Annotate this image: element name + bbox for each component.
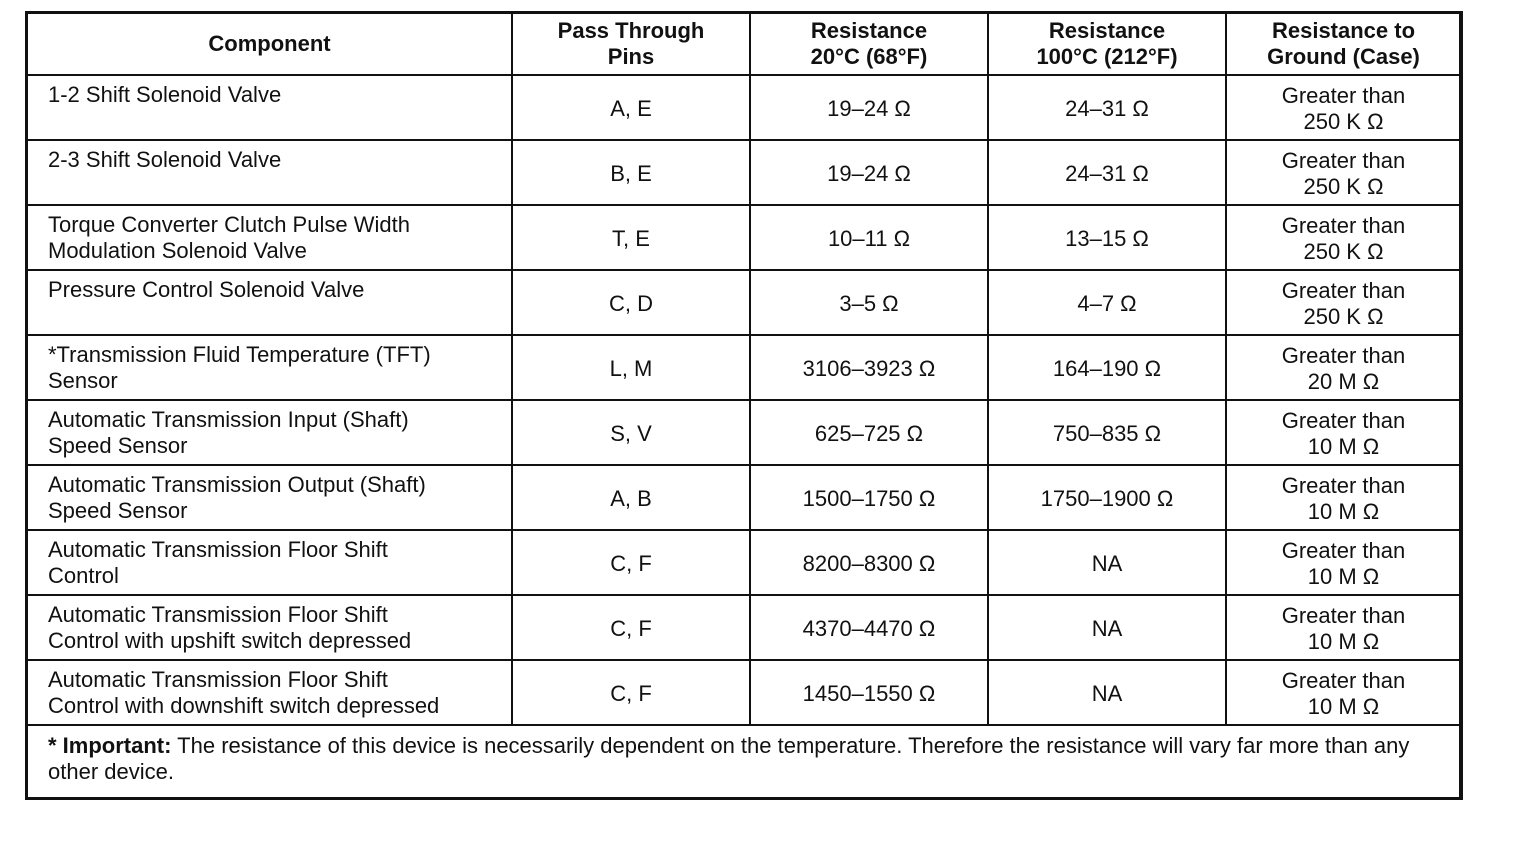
table-row bbox=[28, 205, 1460, 270]
column-resistance-100c-cell: NA bbox=[988, 595, 1226, 660]
table-row bbox=[28, 335, 1460, 400]
column-pass-through-pins-cell: C, F bbox=[512, 530, 750, 595]
column-pass-through-pins-cell: C, F bbox=[512, 660, 750, 725]
column-resistance-to-ground-header: Resistance to Ground (Case) bbox=[1226, 14, 1460, 75]
column-resistance-100c-cell: 164–190 Ω bbox=[988, 335, 1226, 400]
column-resistance-to-ground-cell: Greater than 10 M Ω bbox=[1226, 465, 1460, 530]
column-resistance-to-ground-cell: Greater than 10 M Ω bbox=[1226, 400, 1460, 465]
column-resistance-100c-cell: 24–31 Ω bbox=[988, 140, 1226, 205]
column-resistance-100c-cell: 4–7 Ω bbox=[988, 270, 1226, 335]
column-component-cell: *Transmission Fluid Temperature (TFT) Sensor bbox=[28, 335, 512, 400]
column-pass-through-pins-cell: L, M bbox=[512, 335, 750, 400]
column-resistance-to-ground-cell: Greater than 250 K Ω bbox=[1226, 270, 1460, 335]
note-label: * Important: bbox=[48, 733, 172, 758]
table-body bbox=[28, 75, 1460, 725]
column-pass-through-pins-header: Pass Through Pins bbox=[512, 14, 750, 75]
column-component-cell: Torque Converter Clutch Pulse Width Modulation Solenoid Valve bbox=[28, 205, 512, 270]
column-component-cell: 2-3 Shift Solenoid Valve bbox=[28, 140, 512, 205]
column-resistance-100c-cell: NA bbox=[988, 530, 1226, 595]
column-resistance-20c-cell: 4370–4470 Ω bbox=[750, 595, 988, 660]
column-resistance-20c-cell: 625–725 Ω bbox=[750, 400, 988, 465]
header-row bbox=[28, 14, 1460, 75]
column-resistance-to-ground-cell: Greater than 10 M Ω bbox=[1226, 660, 1460, 725]
column-component-cell: Automatic Transmission Floor Shift Control with downshift switch depressed bbox=[28, 660, 512, 725]
column-resistance-20c-cell: 10–11 Ω bbox=[750, 205, 988, 270]
table-row bbox=[28, 270, 1460, 335]
column-resistance-to-ground-cell: Greater than 250 K Ω bbox=[1226, 75, 1460, 140]
table-row bbox=[28, 140, 1460, 205]
column-resistance-100c-cell: 24–31 Ω bbox=[988, 75, 1226, 140]
table-row bbox=[28, 465, 1460, 530]
column-resistance-to-ground-cell: Greater than 10 M Ω bbox=[1226, 530, 1460, 595]
important-note bbox=[28, 725, 1460, 797]
column-pass-through-pins-cell: B, E bbox=[512, 140, 750, 205]
column-resistance-100c-cell: 1750–1900 Ω bbox=[988, 465, 1226, 530]
column-component-header: Component bbox=[28, 14, 512, 75]
column-pass-through-pins-cell: S, V bbox=[512, 400, 750, 465]
column-pass-through-pins-cell: A, E bbox=[512, 75, 750, 140]
column-pass-through-pins-cell: C, F bbox=[512, 595, 750, 660]
resistance-table bbox=[28, 14, 1460, 797]
column-resistance-100c-cell: NA bbox=[988, 660, 1226, 725]
column-component-cell: Automatic Transmission Floor Shift Control bbox=[28, 530, 512, 595]
column-resistance-100c-header: Resistance 100°C (212°F) bbox=[988, 14, 1226, 75]
column-resistance-20c-cell: 1500–1750 Ω bbox=[750, 465, 988, 530]
column-resistance-to-ground-cell: Greater than 250 K Ω bbox=[1226, 140, 1460, 205]
column-resistance-100c-cell: 13–15 Ω bbox=[988, 205, 1226, 270]
column-component-cell: Automatic Transmission Output (Shaft) Speed Sensor bbox=[28, 465, 512, 530]
column-component-cell: Automatic Transmission Input (Shaft) Speed Sensor bbox=[28, 400, 512, 465]
column-resistance-20c-cell: 19–24 Ω bbox=[750, 140, 988, 205]
table-row bbox=[28, 595, 1460, 660]
column-pass-through-pins-cell: A, B bbox=[512, 465, 750, 530]
column-resistance-100c-cell: 750–835 Ω bbox=[988, 400, 1226, 465]
column-component-cell: Pressure Control Solenoid Valve bbox=[28, 270, 512, 335]
note-text: The resistance of this device is necessarily dependent on the temperature. Therefore the resistance will vary far more than any other device. bbox=[48, 733, 1410, 784]
column-resistance-20c-cell: 3–5 Ω bbox=[750, 270, 988, 335]
column-resistance-20c-header: Resistance 20°C (68°F) bbox=[750, 14, 988, 75]
column-resistance-to-ground-cell: Greater than 10 M Ω bbox=[1226, 595, 1460, 660]
note-row bbox=[28, 725, 1460, 797]
column-resistance-20c-cell: 19–24 Ω bbox=[750, 75, 988, 140]
column-resistance-20c-cell: 1450–1550 Ω bbox=[750, 660, 988, 725]
column-resistance-to-ground-cell: Greater than 250 K Ω bbox=[1226, 205, 1460, 270]
column-resistance-to-ground-cell: Greater than 20 M Ω bbox=[1226, 335, 1460, 400]
table-row bbox=[28, 530, 1460, 595]
column-pass-through-pins-cell: T, E bbox=[512, 205, 750, 270]
table-row bbox=[28, 400, 1460, 465]
column-component-cell: Automatic Transmission Floor Shift Control with upshift switch depressed bbox=[28, 595, 512, 660]
table-row bbox=[28, 660, 1460, 725]
column-resistance-20c-cell: 8200–8300 Ω bbox=[750, 530, 988, 595]
resistance-table-frame bbox=[25, 11, 1463, 800]
column-component-cell: 1-2 Shift Solenoid Valve bbox=[28, 75, 512, 140]
column-pass-through-pins-cell: C, D bbox=[512, 270, 750, 335]
column-resistance-20c-cell: 3106–3923 Ω bbox=[750, 335, 988, 400]
table-row bbox=[28, 75, 1460, 140]
